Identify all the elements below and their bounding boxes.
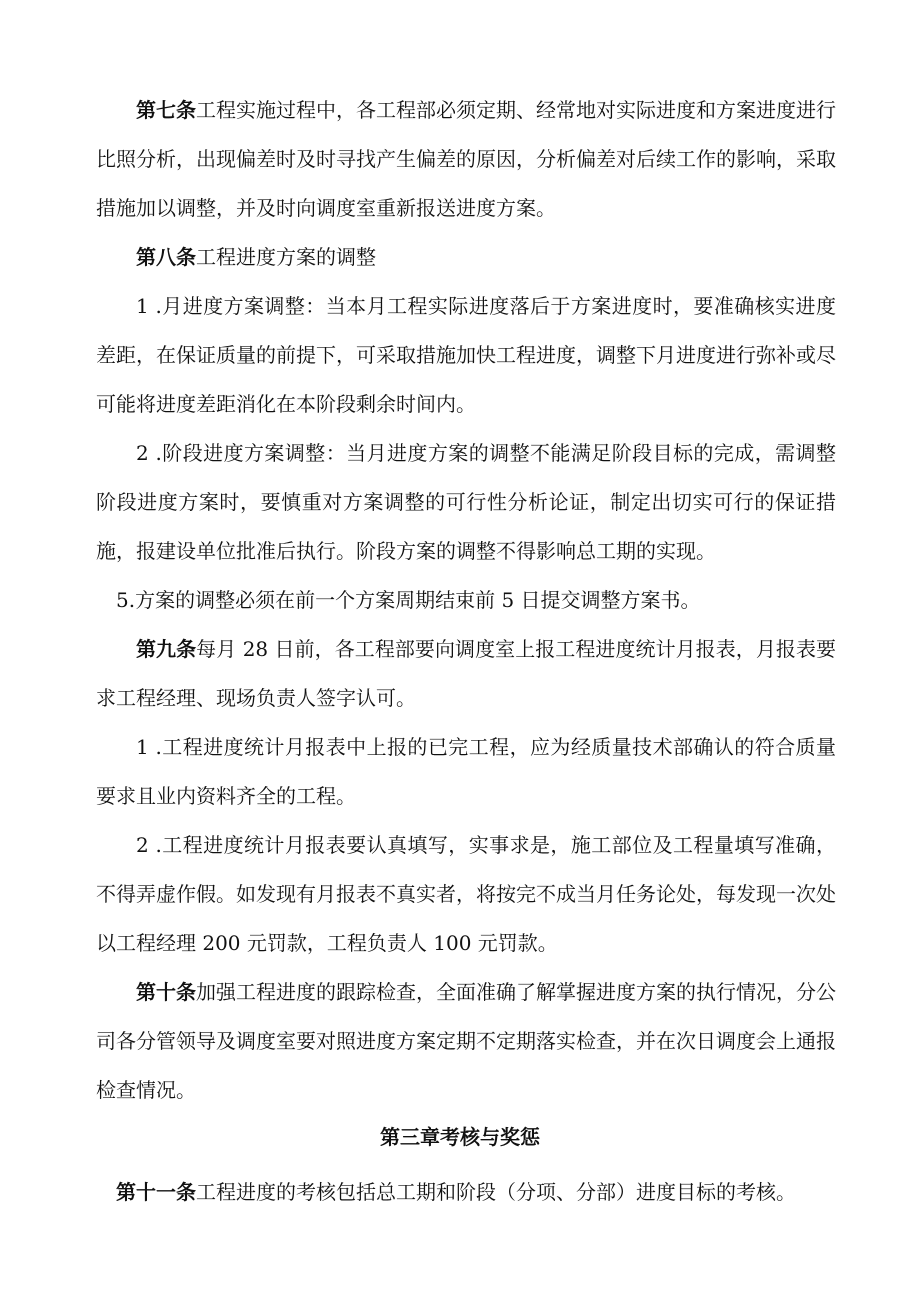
article-10-label: 第十条: [136, 980, 196, 1004]
article-8-item-5: 5.方案的调整必须在前一个方案周期结束前 5 日提交调整方案书。: [116, 588, 701, 612]
article-8-label: 第八条: [136, 245, 196, 269]
article-11-text: 工程进度的考核包括总工期和阶段（分项、分部）进度目标的考核。: [196, 1180, 796, 1204]
article-10: [96, 968, 836, 1115]
article-8-item-2: 2 .阶段进度方案调整：当月进度方案的调整不能满足阶段目标的完成，需调整阶段进度方案时，要慎重对方案调整的可行性分析论证，制定出切实可行的保证措施，报建设单位批准后执行。阶段方案的调整不得影响总工期的实现。: [96, 441, 836, 563]
article-10-text: 加强工程进度的跟踪检查，全面准确了解掌握进度方案的执行情况，分公司各分管领导及调度室要对照进度方案定期不定期落实检查，并在次日调度会上通报检查情况。: [96, 980, 836, 1102]
article-8-text: 工程进度方案的调整: [196, 245, 376, 269]
article-7-text: 工程实施过程中，各工程部必须定期、经常地对实际进度和方案进度进行比照分析，出现偏差时及时寻找产生偏差的原因，分析偏差对后续工作的影响，采取措施加以调整，并及时向调度室重新报送进度方案。: [96, 98, 836, 220]
article-7-label: 第七条: [136, 98, 196, 122]
article-9: [96, 625, 836, 723]
article-8: [96, 233, 836, 282]
article-9-text: 每月 28 日前，各工程部要向调度室上报工程进度统计月报表，月报表要求工程经理、现场负责人签字认可。: [96, 637, 837, 710]
article-11-label: 第十一条: [116, 1180, 196, 1204]
chapter-3-title: 第三章考核与奖惩: [380, 1125, 540, 1149]
article-11: [96, 1168, 836, 1217]
article-7: [96, 86, 836, 233]
article-9-item-1: 1 .工程进度统计月报表中上报的已完工程，应为经质量技术部确认的符合质量要求且业内资料齐全的工程。: [96, 735, 836, 808]
article-8-item-1: 1 .月进度方案调整：当本月工程实际进度落后于方案进度时，要准确核实进度差距，在保证质量的前提下，可采取措施加快工程进度，调整下月进度进行弥补或尽可能将进度差距消化在本阶段剩余时间内。: [96, 294, 836, 416]
article-9-label: 第九条: [136, 637, 197, 661]
article-9-item-2: 2 .工程进度统计月报表要认真填写，实事求是，施工部位及工程量填写准确，不得弄虚作假。如发现有月报表不真实者，将按完不成当月任务论处，每发现一次处以工程经理 200 元罚款，工程负责人 100 元罚款。: [96, 833, 836, 955]
